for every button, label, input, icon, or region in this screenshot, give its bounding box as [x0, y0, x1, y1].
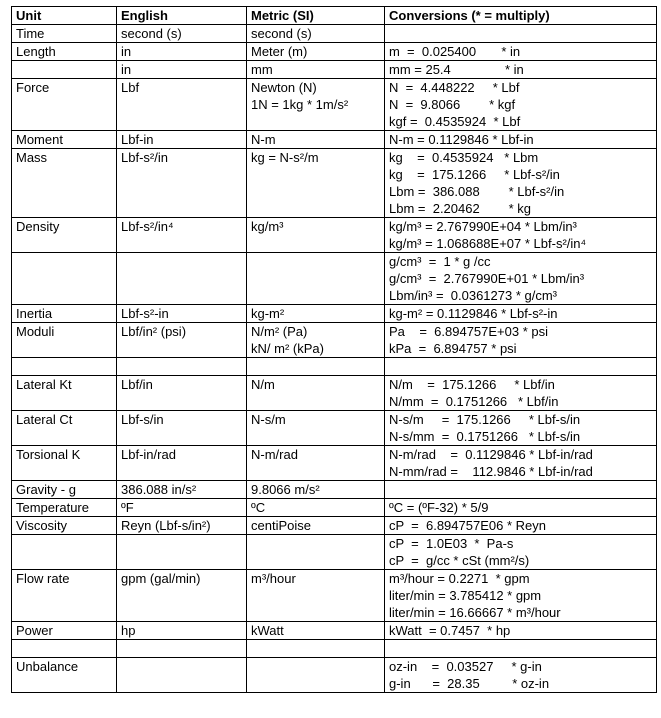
cell-line: centiPoise [251, 518, 311, 533]
cell-line: kPa = 6.894757 * psi [389, 341, 517, 356]
cell-line: N/m [251, 377, 275, 392]
cell-line [389, 481, 656, 498]
cell-line: Reyn (Lbf-s/in²) [121, 518, 211, 533]
metric-cell [247, 305, 385, 323]
english-cell [117, 358, 247, 376]
unit-cell [12, 570, 117, 622]
conversion-cell [385, 305, 657, 323]
cell-line: N = 9.8066 * kgf [389, 97, 516, 112]
cell-line: kg = 0.4535924 * Lbm [389, 150, 539, 165]
header-row [12, 7, 657, 25]
unit-cell [12, 376, 117, 411]
cell-line [16, 358, 116, 375]
metric-cell [247, 131, 385, 149]
cell-line: Mass [16, 150, 48, 165]
cell-line: Unbalance [16, 659, 79, 674]
english-cell [117, 570, 247, 622]
cell-line: g-in = 28.35 * oz-in [389, 676, 550, 691]
cell-line: Time [16, 26, 45, 41]
cell-line: mm = 25.4 * in [389, 62, 524, 77]
table-row [12, 499, 657, 517]
table-row [12, 570, 657, 622]
english-cell [117, 61, 247, 79]
cell-line: Inertia [16, 306, 53, 321]
cell-line: Lbf [121, 80, 140, 95]
unit-cell [12, 658, 117, 693]
cell-line: N/mm = 0.1751266 * Lbf/in [389, 394, 559, 409]
metric-cell [247, 570, 385, 622]
cell-line [16, 253, 116, 270]
conversion-cell [385, 323, 657, 358]
cell-line: gpm (gal/min) [121, 571, 201, 586]
conversion-cell [385, 499, 657, 517]
english-cell [117, 218, 247, 253]
cell-line: Lateral Ct [16, 412, 73, 427]
english-cell [117, 43, 247, 61]
table-row [12, 131, 657, 149]
cell-line: m³/hour = 0.2271 * gpm [389, 571, 530, 586]
english-cell [117, 25, 247, 43]
metric-cell [247, 358, 385, 376]
conversion-cell [385, 79, 657, 131]
cell-line: N-m/rad = 0.1129846 * Lbf-in/rad [389, 447, 593, 462]
cell-line: in [121, 44, 132, 59]
cell-line: Lbf-in/rad [121, 447, 176, 462]
cell-line: liter/min = 16.66667 * m³/hour [389, 605, 561, 620]
table-row [12, 79, 657, 131]
conversion-cell [385, 25, 657, 43]
cell-line [16, 535, 116, 552]
cell-line [121, 658, 246, 675]
english-cell [117, 481, 247, 499]
cell-line: N = 4.448222 * Lbf [389, 80, 520, 95]
cell-line: Lbf-s²/in⁴ [121, 219, 174, 234]
cell-line: N-s/m [251, 412, 286, 427]
cell-line: Lbf-s/in [121, 412, 164, 427]
conversion-cell [385, 61, 657, 79]
cell-line [251, 640, 384, 657]
table-row [12, 305, 657, 323]
table-row [12, 376, 657, 411]
unit-cell [12, 79, 117, 131]
conversion-cell [385, 411, 657, 446]
conversion-cell [385, 570, 657, 622]
cell-line: second (s) [121, 26, 182, 41]
cell-line: N/m = 175.1266 * Lbf/in [389, 377, 555, 392]
unit-cell [12, 43, 117, 61]
cell-line: Lbm/in³ = 0.0361273 * g/cm³ [389, 288, 558, 303]
header-english: English [117, 7, 247, 25]
cell-line [389, 358, 656, 375]
cell-line: Torsional K [16, 447, 81, 462]
conversion-cell [385, 218, 657, 253]
cell-line: liter/min = 3.785412 * gpm [389, 588, 542, 603]
cell-line [251, 535, 384, 552]
english-cell [117, 253, 247, 305]
table-row [12, 446, 657, 481]
english-cell [117, 499, 247, 517]
header-metric: Metric (SI) [247, 7, 385, 25]
header-unit: Unit [12, 7, 117, 25]
table-row [12, 622, 657, 640]
cell-line: Temperature [16, 500, 89, 515]
table-row [12, 323, 657, 358]
unit-cell [12, 305, 117, 323]
cell-line: mm [251, 62, 273, 77]
english-cell [117, 622, 247, 640]
cell-line: kgf = 0.4535924 * Lbf [389, 114, 521, 129]
cell-line: cP = 1.0E03 * Pa-s [389, 536, 514, 551]
cell-line: Flow rate [16, 571, 70, 586]
conversion-cell [385, 446, 657, 481]
unit-cell [12, 358, 117, 376]
cell-line: kg = 175.1266 * Lbf-s²/in [389, 167, 560, 182]
metric-cell [247, 79, 385, 131]
cell-line [251, 358, 384, 375]
cell-line: ºF [121, 500, 134, 515]
cell-line: Moment [16, 132, 63, 147]
english-cell [117, 149, 247, 218]
cell-line: 9.8066 m/s² [251, 482, 320, 497]
cell-line [251, 253, 384, 270]
cell-line: ºC = (ºF-32) * 5/9 [389, 500, 489, 515]
unit-cell [12, 535, 117, 570]
conversion-cell [385, 131, 657, 149]
conversion-cell [385, 481, 657, 499]
cell-line: ºC [251, 500, 266, 515]
cell-line: Lbf/in [121, 377, 153, 392]
cell-line [121, 535, 246, 552]
table-row [12, 517, 657, 535]
metric-cell [247, 640, 385, 658]
metric-cell [247, 535, 385, 570]
table-row [12, 658, 657, 693]
table-row [12, 253, 657, 305]
cell-line: kg-m² [251, 306, 285, 321]
cell-line [121, 358, 246, 375]
metric-cell [247, 25, 385, 43]
cell-line: Lbf/in² (psi) [121, 324, 187, 339]
english-cell [117, 79, 247, 131]
cell-line [389, 640, 656, 657]
metric-cell [247, 658, 385, 693]
cell-line: cP = 6.894757E06 * Reyn [389, 518, 546, 533]
cell-line: Newton (N) [251, 80, 317, 95]
metric-cell [247, 61, 385, 79]
unit-cell [12, 446, 117, 481]
metric-cell [247, 376, 385, 411]
cell-line: N-m [251, 132, 276, 147]
unit-cell [12, 323, 117, 358]
cell-line: cP = g/cc * cSt (mm²/s) [389, 553, 530, 568]
cell-line: N-m/rad [251, 447, 298, 462]
cell-line: 386.088 in/s² [121, 482, 197, 497]
cell-line: Pa = 6.894757E+03 * psi [389, 324, 549, 339]
table-row [12, 358, 657, 376]
cell-line: Density [16, 219, 60, 234]
cell-line: g/cm³ = 2.767990E+01 * Lbm/in³ [389, 271, 585, 286]
conversion-table [11, 6, 657, 693]
cell-line: oz-in = 0.03527 * g-in [389, 659, 542, 674]
table-row [12, 43, 657, 61]
cell-line: N-m = 0.1129846 * Lbf-in [389, 132, 534, 147]
cell-line: Lateral Kt [16, 377, 72, 392]
unit-cell [12, 640, 117, 658]
table-row [12, 218, 657, 253]
cell-line: Meter (m) [251, 44, 308, 59]
unit-cell [12, 499, 117, 517]
conversion-cell [385, 253, 657, 305]
cell-line: kg/m³ = 2.767990E+04 * Lbm/in³ [389, 219, 577, 234]
table-row [12, 25, 657, 43]
metric-cell [247, 323, 385, 358]
cell-line: kN/ m² (kPa) [251, 341, 324, 356]
cell-line: m = 0.025400 * in [389, 44, 521, 59]
unit-cell [12, 622, 117, 640]
cell-line: kg = N-s²/m [251, 150, 319, 165]
cell-line: second (s) [251, 26, 312, 41]
metric-cell [247, 43, 385, 61]
cell-line: Lbm = 2.20462 * kg [389, 201, 532, 216]
english-cell [117, 131, 247, 149]
conversion-cell [385, 358, 657, 376]
conversion-cell [385, 640, 657, 658]
cell-line: kg/m³ [251, 219, 284, 234]
metric-cell [247, 481, 385, 499]
cell-line: in [121, 62, 132, 77]
unit-cell [12, 411, 117, 446]
table-row [12, 149, 657, 218]
english-cell [117, 376, 247, 411]
cell-line: Lbf-in [121, 132, 154, 147]
unit-cell [12, 517, 117, 535]
table-row [12, 411, 657, 446]
unit-cell [12, 25, 117, 43]
conversion-cell [385, 376, 657, 411]
metric-cell [247, 499, 385, 517]
english-cell [117, 446, 247, 481]
english-cell [117, 411, 247, 446]
cell-line: Lbf-s²-in [121, 306, 169, 321]
table-row [12, 481, 657, 499]
cell-line [121, 253, 246, 270]
unit-cell [12, 253, 117, 305]
cell-line: Lbf-s²/in [121, 150, 168, 165]
metric-cell [247, 149, 385, 218]
english-cell [117, 535, 247, 570]
table-row [12, 61, 657, 79]
cell-line: kWatt [251, 623, 284, 638]
table-row [12, 640, 657, 658]
metric-cell [247, 218, 385, 253]
metric-cell [247, 517, 385, 535]
cell-line: N-mm/rad = 112.9846 * Lbf-in/rad [389, 464, 593, 479]
cell-line: hp [121, 623, 136, 638]
cell-line: g/cm³ = 1 * g /cc [389, 254, 491, 269]
english-cell [117, 517, 247, 535]
cell-line [16, 61, 116, 78]
english-cell [117, 658, 247, 693]
unit-cell [12, 149, 117, 218]
metric-cell [247, 446, 385, 481]
unit-cell [12, 131, 117, 149]
cell-line: m³/hour [251, 571, 296, 586]
cell-line: Length [16, 44, 56, 59]
conversion-cell [385, 622, 657, 640]
cell-line: Viscosity [16, 518, 68, 533]
metric-cell [247, 622, 385, 640]
cell-line: Lbm = 386.088 * Lbf-s²/in [389, 184, 565, 199]
cell-line [16, 640, 116, 657]
conversion-cell [385, 149, 657, 218]
header-conversions: Conversions (* = multiply) [385, 7, 657, 25]
cell-line: N/m² (Pa) [251, 324, 308, 339]
cell-line: Moduli [16, 324, 55, 339]
unit-cell [12, 218, 117, 253]
conversion-cell [385, 517, 657, 535]
cell-line [251, 658, 384, 675]
cell-line: Force [16, 80, 50, 95]
cell-line: N-s/m = 175.1266 * Lbf-s/in [389, 412, 581, 427]
cell-line: kWatt = 0.7457 * hp [389, 623, 511, 638]
metric-cell [247, 411, 385, 446]
cell-line: N-s/mm = 0.1751266 * Lbf-s/in [389, 429, 581, 444]
english-cell [117, 640, 247, 658]
table-row [12, 535, 657, 570]
conversion-cell [385, 658, 657, 693]
cell-line: Gravity - g [16, 482, 76, 497]
cell-line: 1N = 1kg * 1m/s² [251, 97, 349, 112]
english-cell [117, 323, 247, 358]
unit-cell [12, 61, 117, 79]
cell-line: Power [16, 623, 53, 638]
cell-line: kg/m³ = 1.068688E+07 * Lbf-s²/in⁴ [389, 236, 587, 251]
english-cell [117, 305, 247, 323]
conversion-cell [385, 43, 657, 61]
cell-line [389, 25, 656, 42]
unit-cell [12, 481, 117, 499]
metric-cell [247, 253, 385, 305]
cell-line: kg-m² = 0.1129846 * Lbf-s²-in [389, 306, 558, 321]
cell-line [121, 640, 246, 657]
conversion-cell [385, 535, 657, 570]
